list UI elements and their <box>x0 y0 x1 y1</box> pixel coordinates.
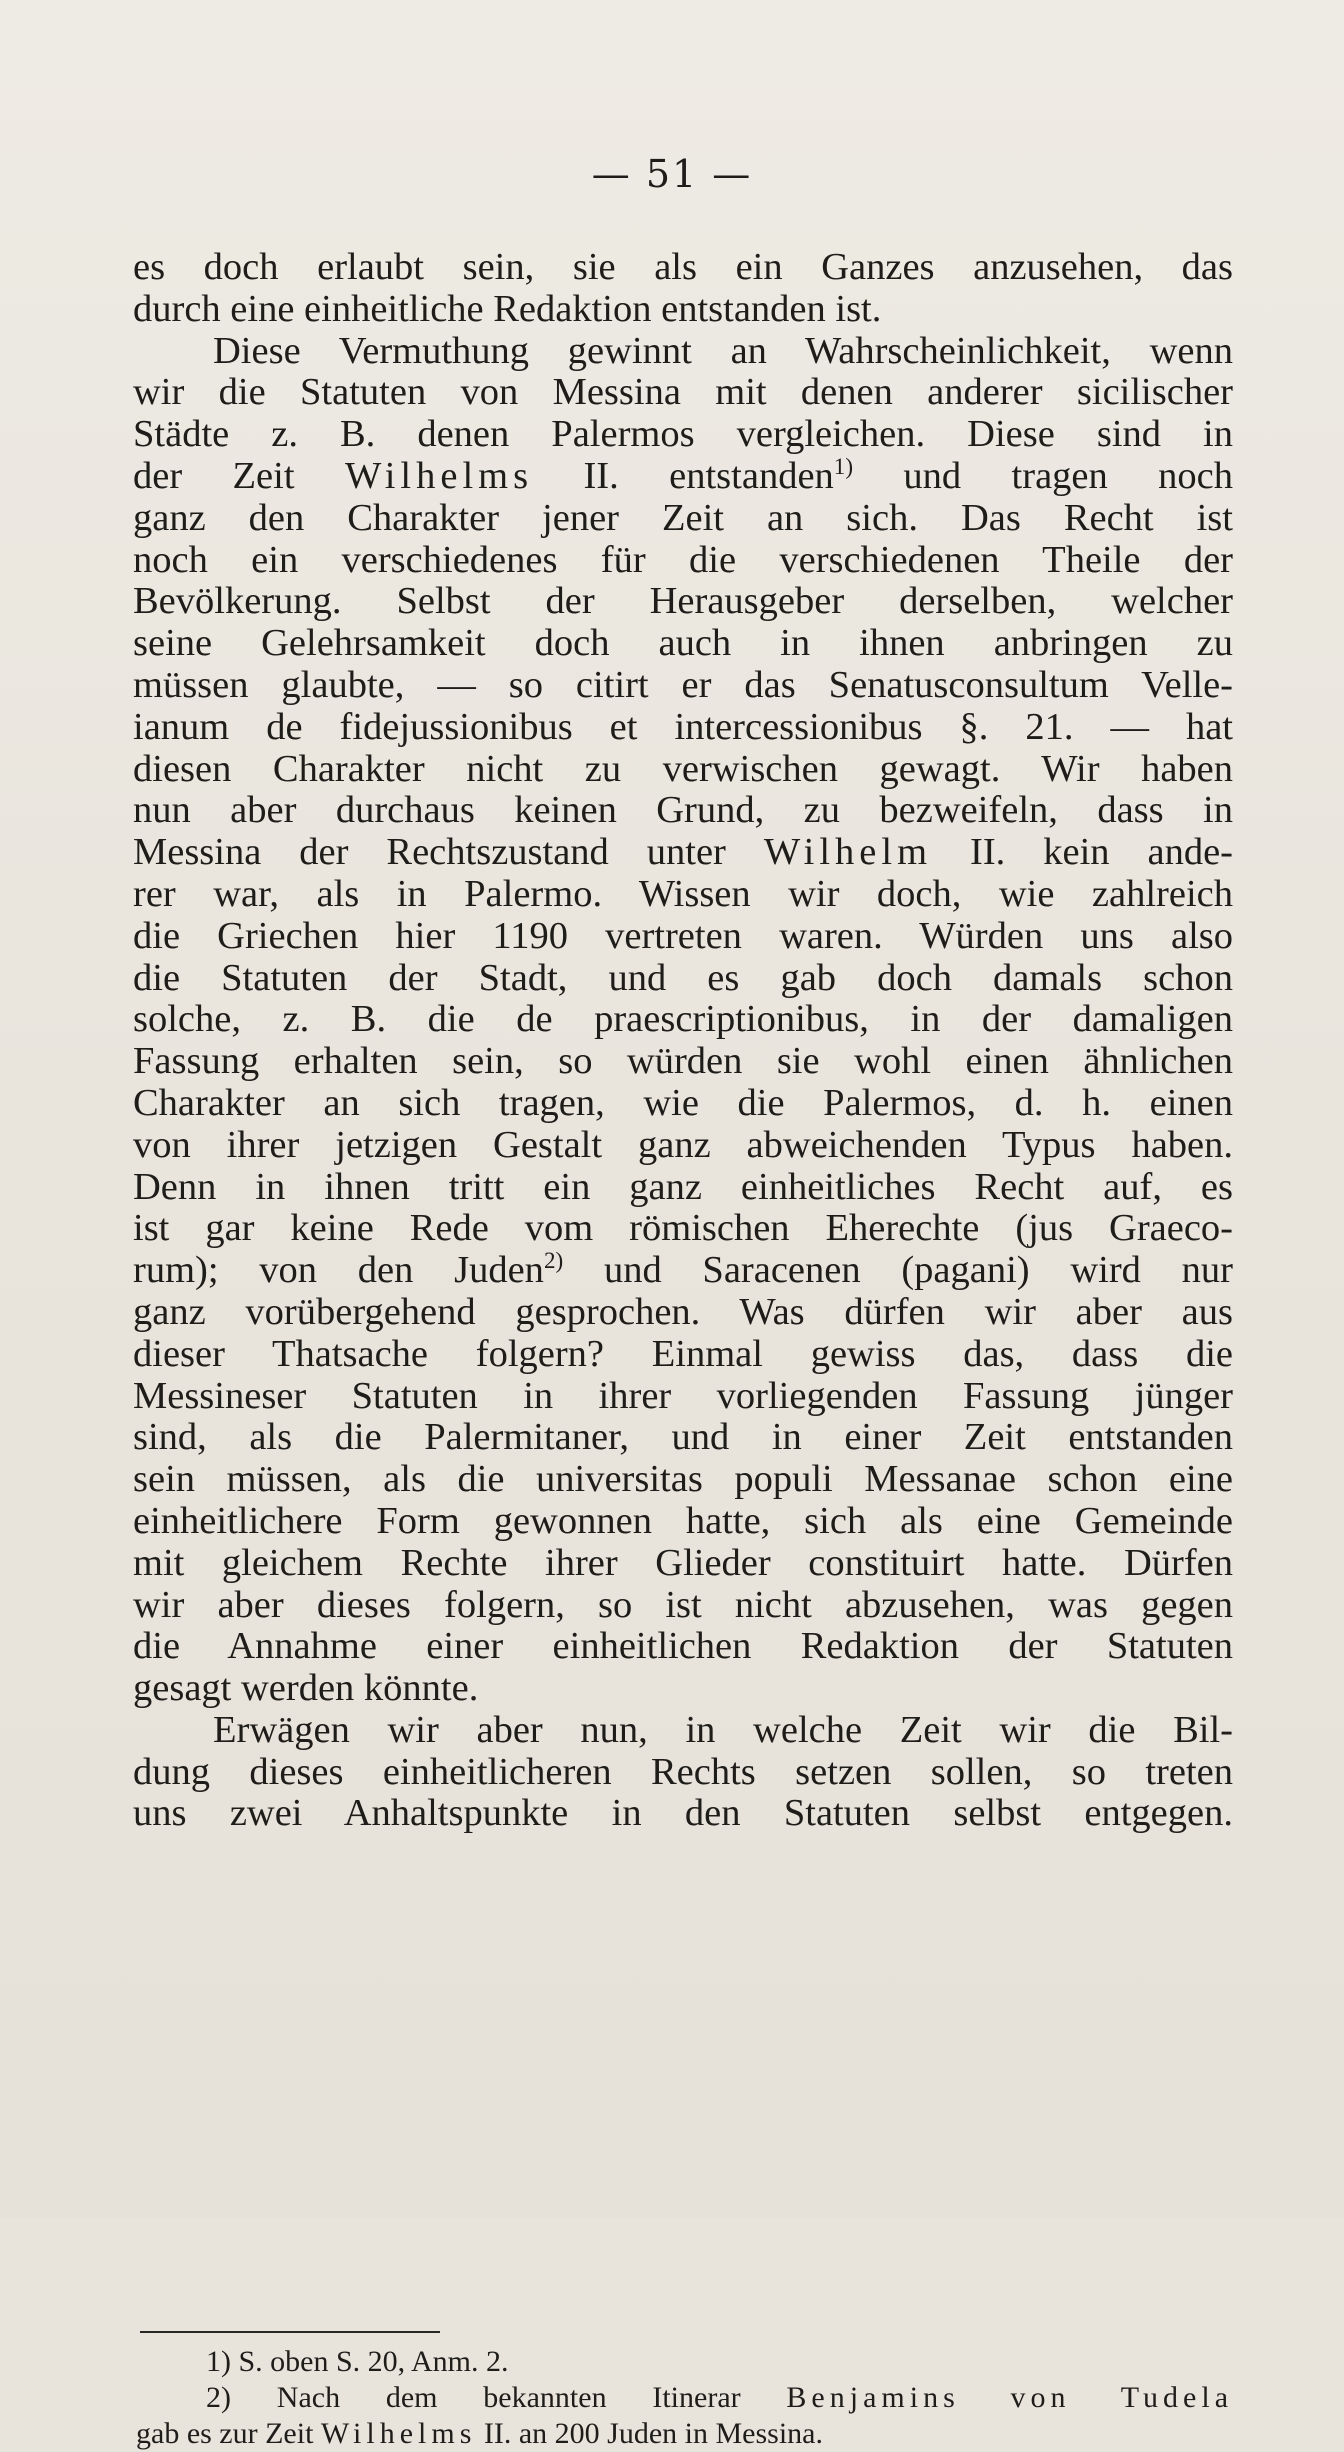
text-line: die Griechen hier 1190 vertreten waren. Würden uns also <box>133 914 1233 957</box>
text-line: von ihrer jetzigen Gestalt ganz abweichenden Typus haben. <box>133 1123 1233 1166</box>
footnote-divider <box>140 2331 440 2333</box>
text-line: einheitlichere Form gewonnen hatte, sich als eine Gemeinde <box>133 1499 1233 1542</box>
text-line: ist gar keine Rede vom römischen Eherechte (jus Graeco- <box>133 1207 1233 1250</box>
body-text <box>133 247 1233 1835</box>
text-line: müssen glaubte, — so citirt er das Senatusconsultum Velle- <box>133 663 1233 706</box>
text-line: uns zwei Anhaltspunkte in den Statuten selbst entgegen. <box>133 1792 1233 1835</box>
text-line: dung dieses einheitlicheren Rechts setzen sollen, so treten <box>133 1750 1233 1793</box>
text-line: dieser Thatsache folgern? Einmal gewiss das, dass die <box>133 1332 1233 1375</box>
text-line: die Statuten der Stadt, und es gab doch damals schon <box>133 956 1233 999</box>
text-line: durch eine einheitliche Redaktion entstanden ist. <box>133 287 882 330</box>
footnote-ref: 1) <box>833 453 854 480</box>
text-segment: Messina der Rechtszustand unter <box>133 831 726 874</box>
text-line: Charakter an sich tragen, wie die Palermos, d. h. einen <box>133 1081 1233 1124</box>
text-segment: II. kein ande- <box>970 831 1233 874</box>
text-line: Denn in ihnen tritt ein ganz einheitliches Recht auf, es <box>133 1165 1233 1208</box>
text-line: noch ein verschiedenes für die verschiedenen Theile der <box>133 538 1233 581</box>
text-line: Städte z. B. denen Palermos vergleichen. Diese sind in <box>133 413 1233 456</box>
text-line <box>133 1247 1233 1292</box>
text-line: nun aber durchaus keinen Grund, zu bezweifeln, dass in <box>133 789 1233 832</box>
text-line: wir aber dieses folgern, so ist nicht abzusehen, was gegen <box>133 1583 1233 1626</box>
text-line: Fassung erhalten sein, so würden sie wohl einen ähnlichen <box>133 1040 1233 1083</box>
text-segment: und Saracenen (pagani) wird nur <box>603 1249 1233 1292</box>
text-line: rer war, als in Palermo. Wissen wir doch, wie zahlreich <box>133 872 1233 915</box>
text-segment: II. an 200 Juden in Messina. <box>483 2417 823 2450</box>
text-segment: gab es zur Zeit <box>136 2417 314 2450</box>
text-line: ganz vorübergehend gesprochen. Was dürfen wir aber aus <box>133 1290 1233 1333</box>
footnote-ref: 2) <box>543 1247 564 1274</box>
spaced-name: Wilhelm <box>763 831 933 874</box>
text-line <box>133 453 1233 498</box>
text-line: wir die Statuten von Messina mit denen anderer sicilischer <box>133 371 1233 414</box>
text-line: mit gleichem Rechte ihrer Glieder constituirt hatte. Dürfen <box>133 1541 1233 1584</box>
text-line: es doch erlaubt sein, sie als ein Ganzes anzusehen, das <box>133 246 1233 288</box>
text-line: ganz den Charakter jener Zeit an sich. Das Recht ist <box>133 496 1233 539</box>
text-segment: der Zeit <box>133 454 295 497</box>
spaced-name: Wilhelms <box>320 2417 477 2450</box>
text-line <box>133 832 1233 874</box>
text-line: sein müssen, als die universitas populi Messanae schon eine <box>133 1458 1233 1501</box>
text-segment: und tragen noch <box>903 454 1233 497</box>
text-line: sind, als die Palermitaner, und in einer Zeit entstanden <box>133 1416 1233 1459</box>
footnote-line: 1) S. oben S. 20, Anm. 2. <box>206 2345 509 2378</box>
spaced-name: Benjamins von Tudela <box>786 2381 1234 2414</box>
text-line: Erwägen wir aber nun, in welche Zeit wir die Bil- <box>213 1708 1233 1751</box>
text-line: diesen Charakter nicht zu verwischen gewagt. Wir haben <box>133 747 1233 790</box>
footnote-line <box>136 2380 1233 2416</box>
text-segment: II. entstanden <box>583 454 834 497</box>
page-number: — 51 — <box>591 152 753 196</box>
text-line: Diese Vermuthung gewinnt an Wahrscheinlichkeit, wenn <box>213 329 1233 372</box>
text-line: seine Gelehrsamkeit doch auch in ihnen anbringen zu <box>133 622 1233 665</box>
spaced-name: Wilhelms <box>344 454 534 497</box>
text-line: ianum de fidejussionibus et intercessionibus §. 21. — hat <box>133 705 1233 748</box>
text-segment: rum); von den Juden <box>133 1249 544 1292</box>
text-line: Messineser Statuten in ihrer vorliegenden Fassung jünger <box>133 1374 1233 1417</box>
footnote-line <box>136 2416 1233 2452</box>
text-line: die Annahme einer einheitlichen Redaktion der Statuten <box>133 1625 1233 1668</box>
text-line: gesagt werden könnte. <box>133 1667 479 1710</box>
text-line: Bevölkerung. Selbst der Herausgeber derselben, welcher <box>133 580 1233 623</box>
text-segment: 2) Nach dem bekannten Itinerar <box>206 2381 741 2414</box>
footnotes <box>136 2344 1233 2452</box>
text-line: solche, z. B. die de praescriptionibus, in der damaligen <box>133 998 1233 1041</box>
